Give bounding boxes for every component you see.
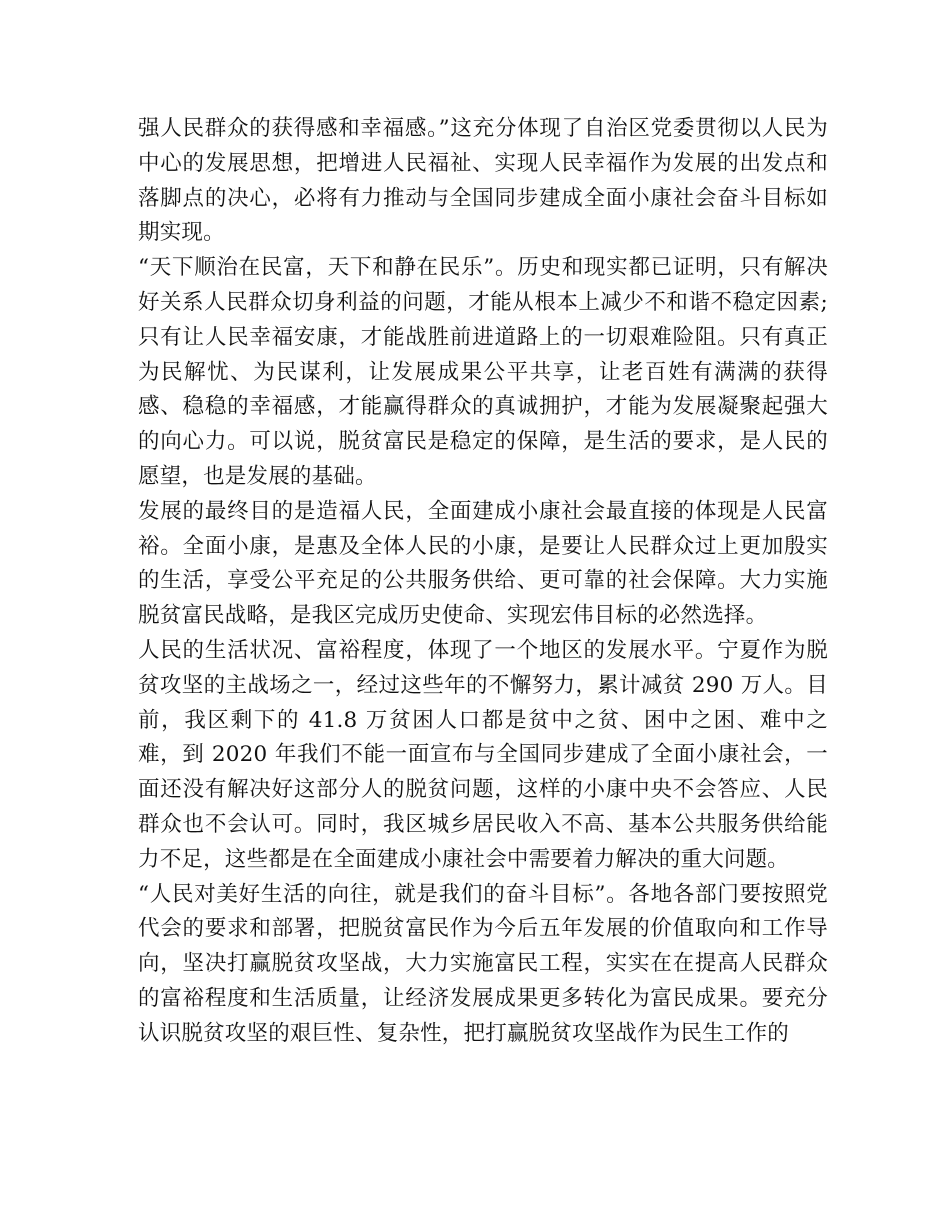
document-body [138,112,828,1052]
paragraph-1: 强人民群众的获得感和幸福感。”这充分体现了自治区党委贯彻以人民为中心的发展思想，把增进人民福祉、实现人民幸福作为发展的出发点和落脚点的决心，必将有力推动与全国同步建成全面小康社会奋斗目标如期实现。 [138,116,828,246]
paragraph-3: 发展的最终目的是造福人民，全面建成小康社会最直接的体现是人民富裕。全面小康，是惠及全体人民的小康，是要让人民群众过上更加殷实的生活，享受公平充足的公共服务供给、更可靠的社会保障。大力实施脱贫富民战略，是我区完成历史使命、实现宏伟目标的必然选择。 [138,498,828,629]
paragraph-4: 人民的生活状况、富裕程度，体现了一个地区的发展水平。宁夏作为脱贫攻坚的主战场之一，经过这些年的不懈努力，累计减贫 290 万人。目前，我区剩下的 41.8 万贫困人口都是贫中之贫、困中之困、难中之难，到 2020 年我们不能一面宣布与全国同步建成了全面小康社会，一面还没有解决好这部分人的脱贫问题，这样的小康中央不会答应、人民群众也不会认可。同时，我区城乡居民收入不高、基本公共服务供给能力不足，这些都是在全面建成小康社会中需要着力解决的重大问题。 [138,637,828,872]
paragraph-2: “天下顺治在民富，天下和静在民乐”。历史和现实都已证明，只有解决好关系人民群众切身利益的问题，才能从根本上减少不和谐不稳定因素;只有让人民幸福安康，才能战胜前进道路上的一切艰难险阻。只有真正为民解忧、为民谋利，让发展成果公平共享，让老百姓有满满的获得感、稳稳的幸福感，才能赢得群众的真诚拥护，才能为发展凝聚起强大的向心力。可以说，脱贫富民是稳定的保障，是生活的要求，是人民的愿望，也是发展的基础。 [138,255,828,489]
paragraph-5: “人民对美好生活的向往，就是我们的奋斗目标”。各地各部门要按照党代会的要求和部署，把脱贫富民作为今后五年发展的价值取向和工作导向，坚决打赢脱贫攻坚战，大力实施富民工程，实实在在提高人民群众的富裕程度和生活质量，让经济发展成果更多转化为富民成果。要充分认识脱贫攻坚的艰巨性、复杂性，把打赢脱贫攻坚战作为民生工作的 [138,881,828,1046]
